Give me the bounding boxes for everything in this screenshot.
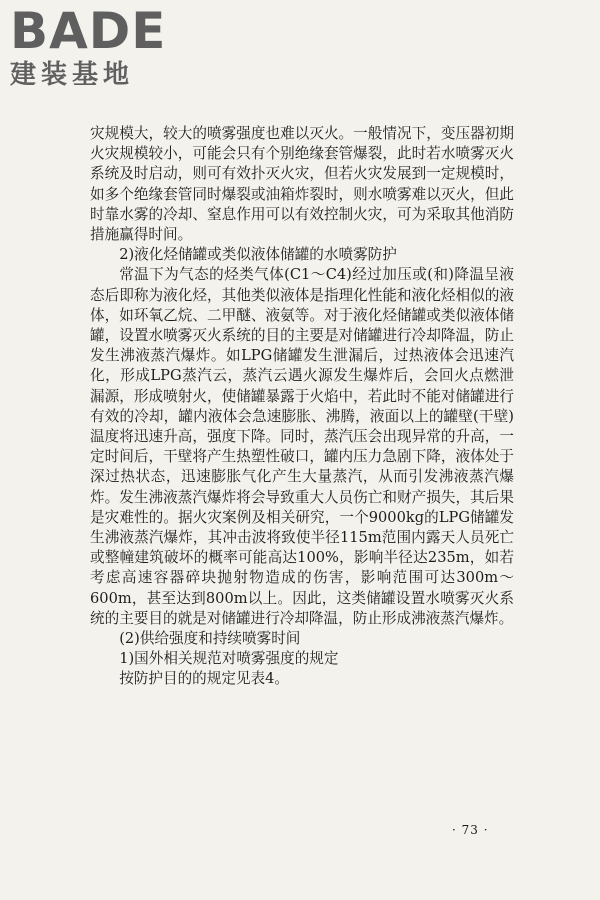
logo-wordmark: BADE bbox=[10, 2, 167, 60]
page-number: · 73 · bbox=[452, 823, 489, 837]
body-text bbox=[90, 124, 514, 690]
logo-subtitle: 建装基地 bbox=[10, 60, 135, 90]
paragraph-lpg: 常温下为气态的烃类气体(C1～C4)经过加压或(和)降温呈液态后即称为液化烃，其他类似液体是指理化性能和液化烃相似的液体，如环氧乙烷、二甲醚、液氨等。对于液化烃储罐或类似液体储罐，设置水喷雾灭火系统的目的主要是对储罐进行冷却降温，防止发生沸液蒸汽爆炸。如LPG储罐发生泄漏后，过热液体会迅速汽化，形成LPG蒸汽云，蒸汽云遇火源发生爆炸后，会回火点燃泄漏源，形成喷射火，使储罐暴露于火焰中，若此时不能对储罐进行有效的冷却，罐内液体会急速膨胀、沸腾，液面以上的罐壁(干壁)温度将迅速升高，强度下降。同时，蒸汽压会出现异常的升高，一定时间后，干壁将产生热塑性破口，罐内压力急剧下降，液体处于深过热状态，迅速膨胀气化产生大量蒸汽，从而引发沸液蒸汽爆炸。发生沸液蒸汽爆炸将会导致重大人员伤亡和财产损失，其后果是灾难性的。据火灾案例及相关研究，一个9000kg的LPG储罐发生沸液蒸汽爆炸，其冲击波将致使半径115m范围内露天人员死亡或整幢建筑破坏的概率可能高达100%，影响半径达235m，如若考虑高速容器碎块抛射物造成的伤害，影响范围可达300m～600m，甚至达到800m以上。因此，这类储罐设置水喷雾灭火系统的主要目的就是对储罐进行冷却降温，防止形成沸液蒸汽爆炸。 bbox=[90, 266, 514, 627]
subheading-supply-intensity: (2)供给强度和持续喷雾时间 bbox=[119, 630, 301, 648]
subheading-lpg-tanks: 2)液化烃储罐或类似液体储罐的水喷雾防护 bbox=[119, 246, 397, 264]
paragraph-continued: 灾规模大，较大的喷雾强度也难以灭火。一般情况下，变压器初期火灾规模较小，可能会只有个别绝缘套管爆裂，此时若水喷雾灭火系统及时启动，则可有效扑灭火灾，但若火灾发展到一定规模时，如多个绝缘套管同时爆裂或油箱炸裂时，则水喷雾难以灭火，但此时靠水雾的冷却、窒息作用可以有效控制火灾，可为采取其他消防措施赢得时间。 bbox=[90, 125, 514, 244]
subheading-foreign-codes: 1)国外相关规范对喷雾强度的规定 bbox=[119, 650, 339, 668]
logo bbox=[10, 2, 167, 90]
table-reference: 按防护目的的规定见表4。 bbox=[119, 670, 290, 688]
